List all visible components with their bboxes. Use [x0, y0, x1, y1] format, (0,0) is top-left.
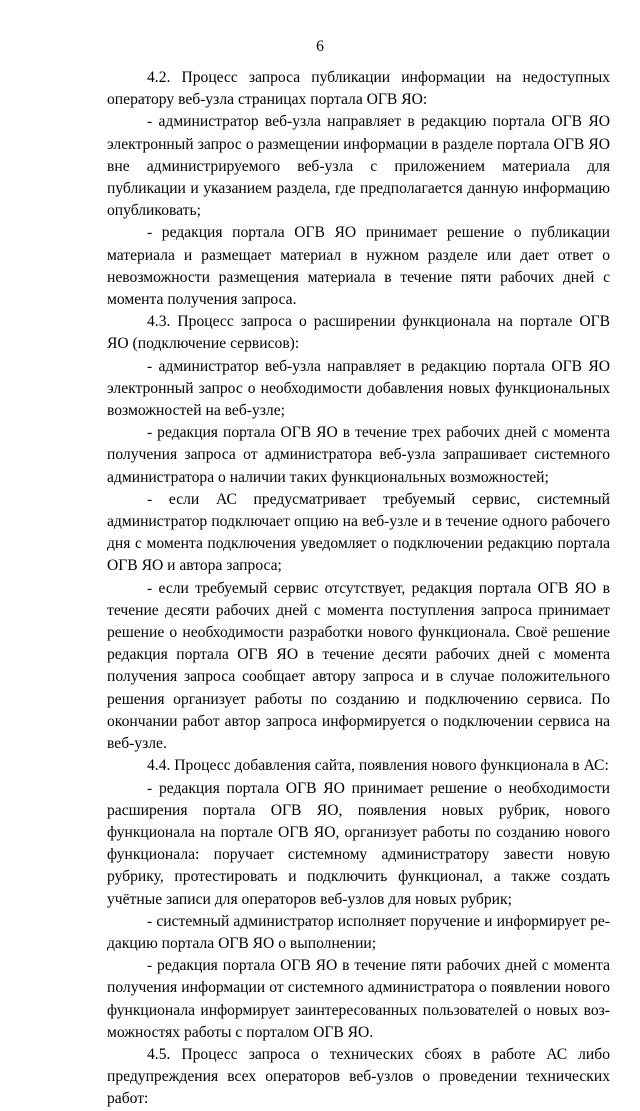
page-number: 6 [316, 38, 324, 55]
list-item: - если требуемый сервис отсутствует, редакция портала ОГВ ЯО в течение десяти рабочих дней с момента поступления запроса принимает решение о необходимости разработки нового функционала. Своё решение редакция портала ОГВ ЯО в течение десяти рабочих дней с момента получения запроса сообщает автору запроса и в случае положительного решения организует работы по созданию и подключению сервиса. По окончании работ автор запроса информируется о подключении сервиса на веб-узле. [107, 579, 610, 753]
list-item: - редакция портала ОГВ ЯО принимает решение о необходимости расширения портала ОГВ ЯО, появления новых рубрик, нового функционала на портале ОГВ ЯО, организует работы по созданию нового функционала: поручает системному администратору завести новую рубрику, протестировать и подключить функционал, а также создать учётные записи для операторов веб-узлов для новых рубрик; [107, 779, 610, 908]
paragraph-4-2-heading: 4.2. Процесс запроса публикации информации на недоступных оператору веб-узла страницах портала ОГВ ЯО: [107, 69, 610, 109]
list-item: - системный администратор исполняет поручение и информирует редакцию портала ОГВ ЯО о выполнении; [107, 912, 610, 952]
paragraph-4-5-heading: 4.5. Процесс запроса о технических сбоях в работе АС либо предупреждения всех операторов веб-узлов о проведении технических работ: [107, 1045, 610, 1108]
list-item: - редакция портала ОГВ ЯО принимает решение о публикации материала и размещает материал в нужном разделе или дает ответ о невозможности размещения материала в течение пяти рабочих дней с момента получения запроса. [107, 224, 610, 309]
list-item: - редакция портала ОГВ ЯО в течение трех рабочих дней с момента получения запроса от администратора веб-узла запрашивает системного администратора о наличии таких функциональных возможностей; [107, 424, 610, 486]
list-item: - редакция портала ОГВ ЯО в течение пяти рабочих дней с момента получения информации от системного администратора о появлении нового функционала информирует заинтересованных пользователей о новых возможностях работы с порталом ОГВ ЯО. [107, 957, 610, 1041]
list-item: - администратор веб-узла направляет в редакцию портала ОГВ ЯО электронный запрос о размещении информации в разделе портала ОГВ ЯО вне администрируемого веб-узла с приложением материала для публикации и указанием раздела, где предполагается данную информацию опубликовать; [107, 113, 610, 220]
paragraph-4-4-heading: 4.4. Процесс добавления сайта, появления нового функционала в АС: [147, 757, 609, 775]
document-body [107, 67, 610, 1111]
paragraph-4-3-heading: 4.3. Процесс запроса о расширении функционала на портале ОГВ ЯО (подключение сервисов): [107, 313, 610, 353]
list-item: - администратор веб-узла направляет в редакцию портала ОГВ ЯО электронный запрос о необходимости добавления новых функциональных возможностей на веб-узле; [107, 357, 610, 420]
list-item: - если АС предусматривает требуемый сервис, системный администратор подключает опцию на веб-узле и в течение одного рабочего дня с момента подключения уведомляет о подключении редакцию портала ОГВ ЯО и автора запроса; [107, 490, 610, 575]
